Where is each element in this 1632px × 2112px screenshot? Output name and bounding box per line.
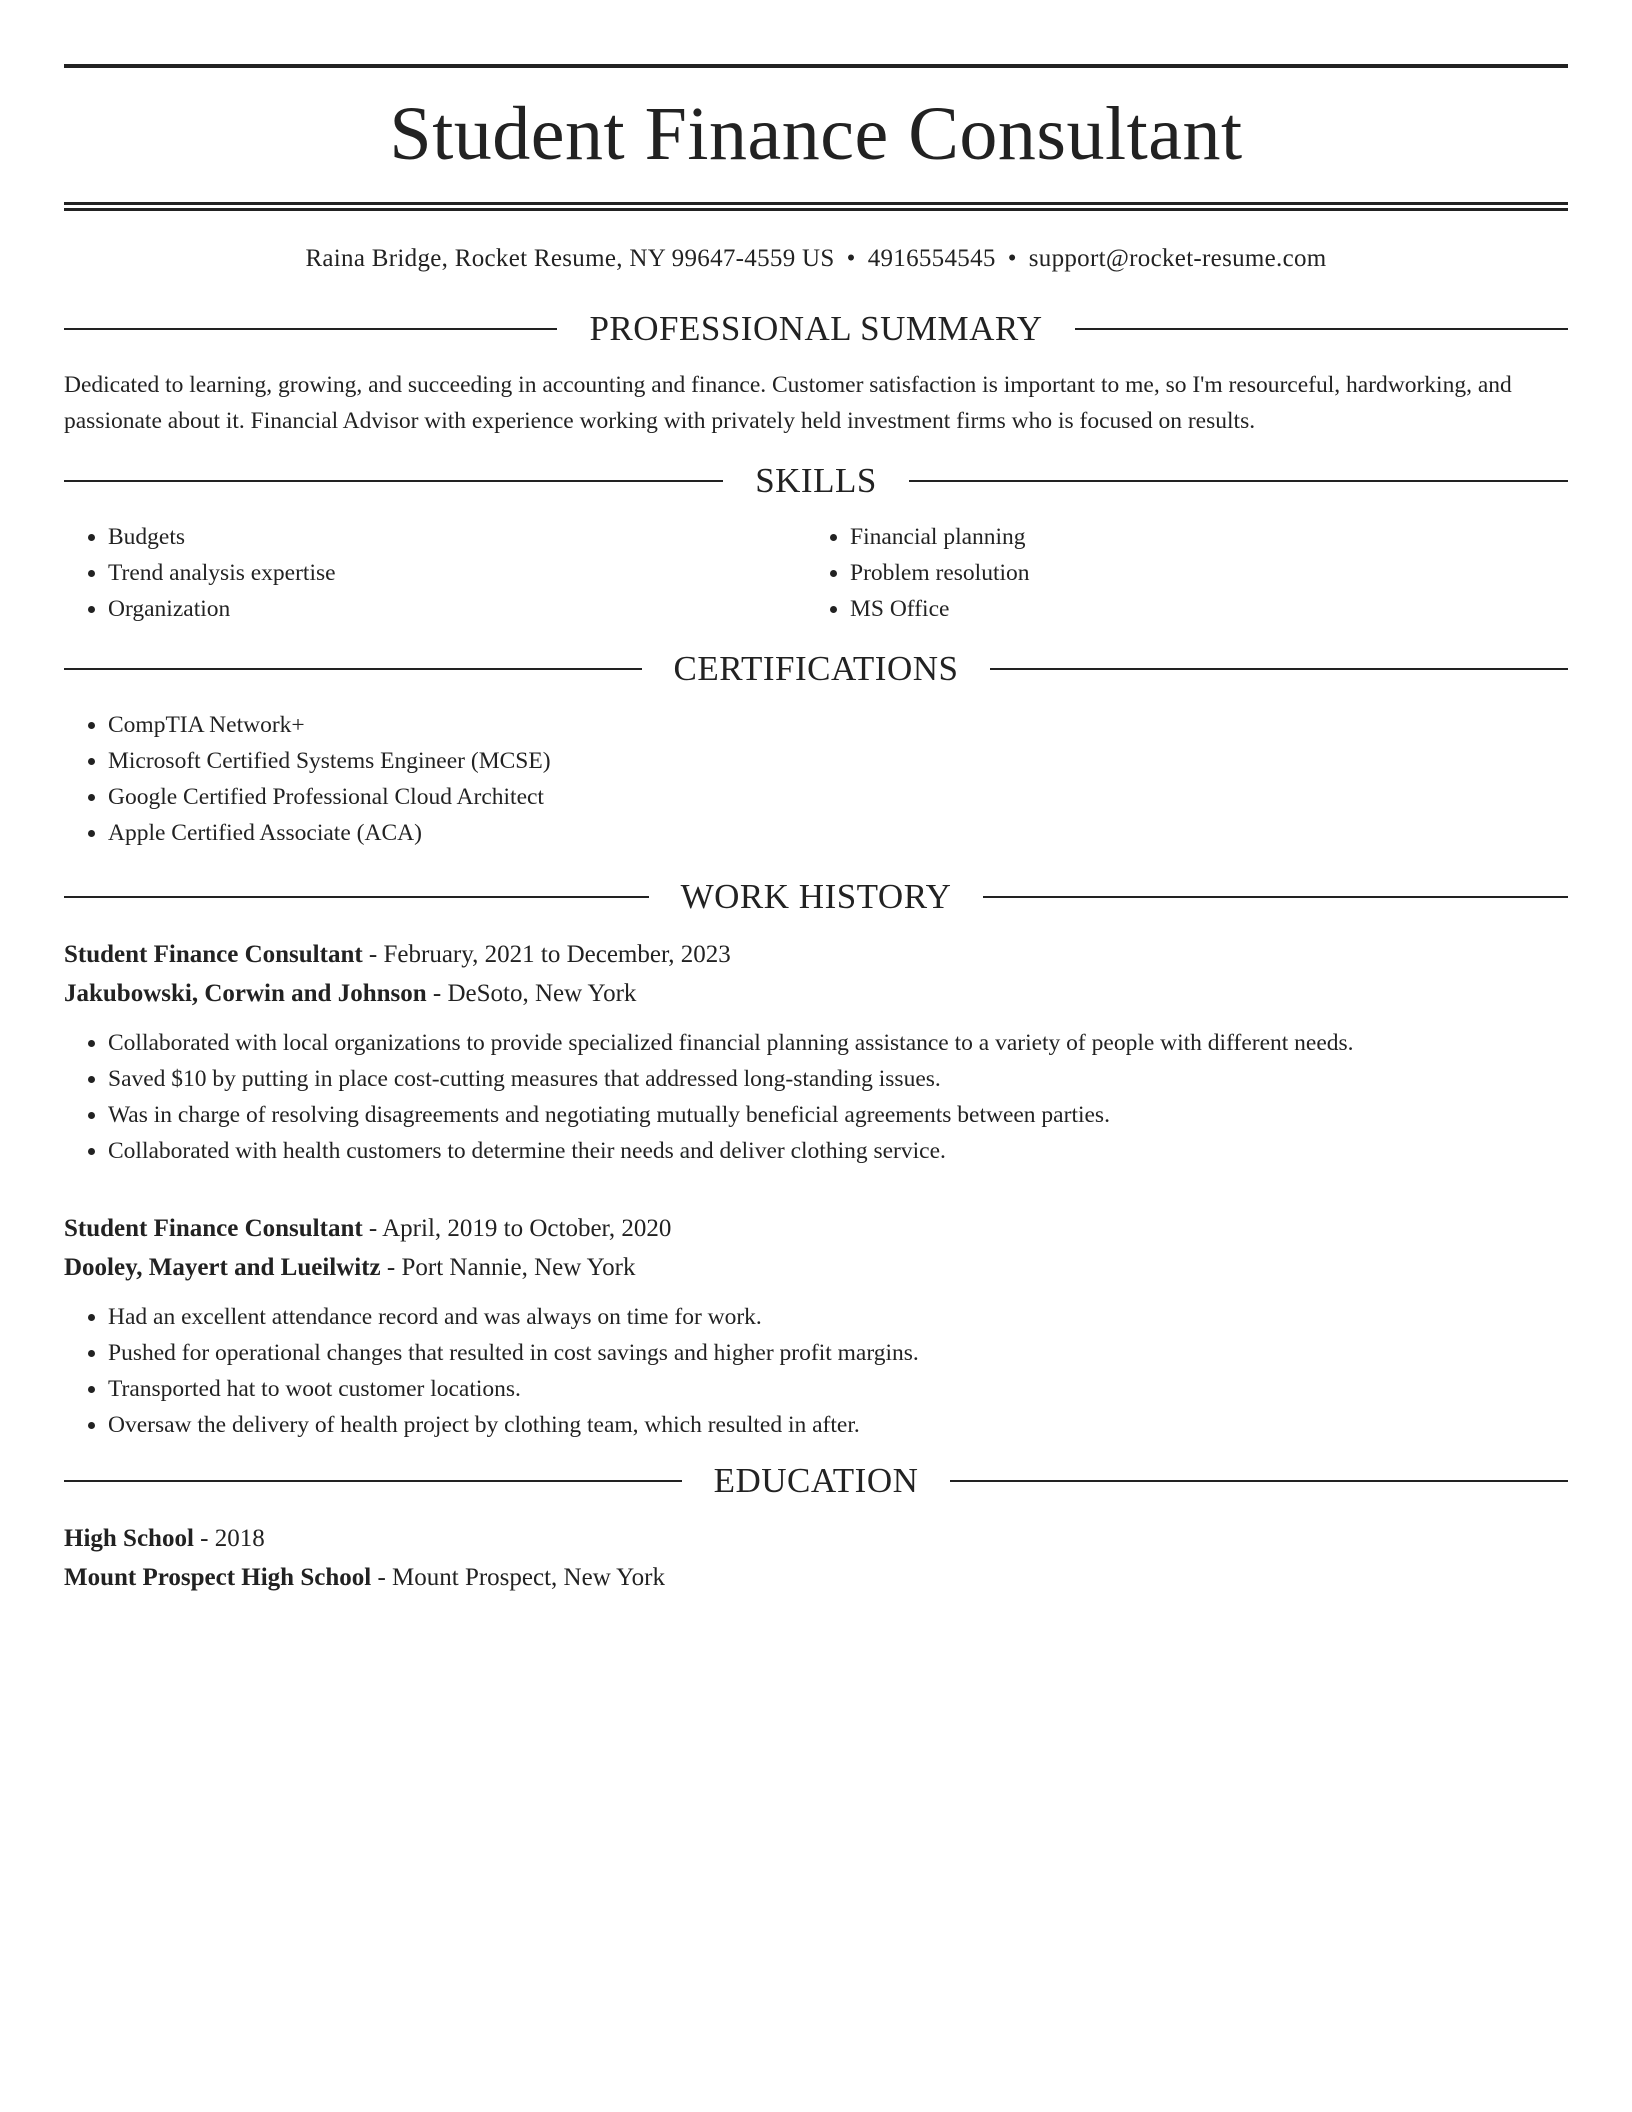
section-header-education <box>64 1461 1568 1501</box>
job-bullet: • Oversaw the delivery of health project by clothing team, which resulted in after. <box>108 1407 1568 1443</box>
contact-separator: • <box>846 245 856 272</box>
skill-item: • MS Office <box>850 591 1548 627</box>
divider-line <box>64 328 557 330</box>
skills-left-list <box>64 519 806 627</box>
skill-item: • Organization <box>108 591 806 627</box>
education-school-line <box>64 1558 1568 1597</box>
divider-line <box>909 480 1568 482</box>
divider-line <box>64 896 649 898</box>
dash-separator: - <box>362 941 384 968</box>
job-company: Jakubowski, Corwin and Johnson <box>64 980 427 1007</box>
job-bullet: • Saved $10 by putting in place cost-cutting measures that addressed long-standing issues. <box>108 1061 1568 1097</box>
section-header-summary <box>64 309 1568 349</box>
section-title-certifications: CERTIFICATIONS <box>673 649 959 688</box>
section-title-skills: SKILLS <box>755 461 877 500</box>
education-year: 2018 <box>214 1525 265 1552</box>
job-bullets <box>64 1025 1568 1169</box>
job-bullet: • Was in charge of resolving disagreements and negotiating mutually beneficial agreements between parties. <box>108 1097 1568 1133</box>
job-bullet: • Had an excellent attendance record and was always on time for work. <box>108 1299 1568 1335</box>
title-double-rule <box>64 202 1568 211</box>
skills-right-list <box>806 519 1548 627</box>
section-header-skills <box>64 461 1568 501</box>
job-entry <box>64 935 1568 1169</box>
resume-title: Student Finance Consultant <box>389 92 1243 176</box>
section-header-work-history <box>64 877 1568 917</box>
job-bullet: • Collaborated with health customers to determine their needs and deliver clothing service. <box>108 1133 1568 1169</box>
contact-separator: • <box>1007 245 1017 272</box>
section-title-work-history: WORK HISTORY <box>680 877 952 916</box>
contact-phone: 4916554545 <box>867 245 996 272</box>
skill-item: • Budgets <box>108 519 806 555</box>
dash-separator: - <box>371 1564 393 1591</box>
certification-item: • Google Certified Professional Cloud Architect <box>108 779 1568 815</box>
job-location: DeSoto, New York <box>447 980 637 1007</box>
skill-item: • Problem resolution <box>850 555 1548 591</box>
dash-separator: - <box>380 1254 402 1281</box>
job-company-line <box>64 1248 1568 1287</box>
job-location: Port Nannie, New York <box>401 1254 636 1281</box>
education-degree-line <box>64 1519 1568 1558</box>
education-school: Mount Prospect High School <box>64 1564 372 1591</box>
section-header-certifications <box>64 649 1568 689</box>
job-role: Student Finance Consultant <box>64 941 363 968</box>
education-entry <box>64 1519 1568 1597</box>
divider-line <box>1075 328 1568 330</box>
job-bullet: • Transported hat to woot customer locations. <box>108 1371 1568 1407</box>
job-bullet: • Collaborated with local organizations to provide specialized financial planning assistance to a variety of people with different needs. <box>108 1025 1568 1061</box>
divider-line <box>990 668 1568 670</box>
section-title-summary: PROFESSIONAL SUMMARY <box>589 309 1043 348</box>
job-company-line <box>64 974 1568 1013</box>
job-dates: April, 2019 to October, 2020 <box>382 1215 672 1242</box>
skill-item: • Financial planning <box>850 519 1548 555</box>
skill-item: • Trend analysis expertise <box>108 555 806 591</box>
job-role-line <box>64 1209 1568 1248</box>
certification-item: • Apple Certified Associate (ACA) <box>108 815 1568 851</box>
education-location: Mount Prospect, New York <box>392 1564 665 1591</box>
top-rule <box>64 64 1568 68</box>
job-role-line <box>64 935 1568 974</box>
job-role: Student Finance Consultant <box>64 1215 363 1242</box>
contact-line <box>64 245 1568 273</box>
skills-left-column <box>64 519 806 627</box>
job-entry <box>64 1209 1568 1443</box>
education-degree: High School <box>64 1525 194 1552</box>
resume-page <box>64 64 1568 1597</box>
summary-text: Dedicated to learning, growing, and succeeding in accounting and finance. Customer satisfaction is important to me, so I'm resourceful, hardworking, and passionate about it. Financial Advisor with experience working with privately held investment firms who is focused on results. <box>64 372 1512 434</box>
section-title-education: EDUCATION <box>713 1461 919 1500</box>
skills-right-column <box>806 519 1548 627</box>
contact-email: support@rocket-resume.com <box>1028 245 1327 272</box>
dash-separator: - <box>193 1525 215 1552</box>
divider-line <box>64 1480 682 1482</box>
divider-line <box>64 668 642 670</box>
contact-address: Raina Bridge, Rocket Resume, NY 99647-4559 US <box>305 245 835 272</box>
certifications-list <box>64 707 1568 851</box>
job-bullet: • Pushed for operational changes that resulted in cost savings and higher profit margins. <box>108 1335 1568 1371</box>
job-dates: February, 2021 to December, 2023 <box>383 941 731 968</box>
job-bullets <box>64 1299 1568 1443</box>
job-company: Dooley, Mayert and Lueilwitz <box>64 1254 381 1281</box>
divider-line <box>64 480 723 482</box>
divider-line <box>950 1480 1568 1482</box>
dash-separator: - <box>426 980 448 1007</box>
certification-item: • Microsoft Certified Systems Engineer (MCSE) <box>108 743 1568 779</box>
dash-separator: - <box>362 1215 383 1242</box>
divider-line <box>983 896 1568 898</box>
certification-item: • CompTIA Network+ <box>108 707 1568 743</box>
skills-columns <box>64 519 1568 627</box>
